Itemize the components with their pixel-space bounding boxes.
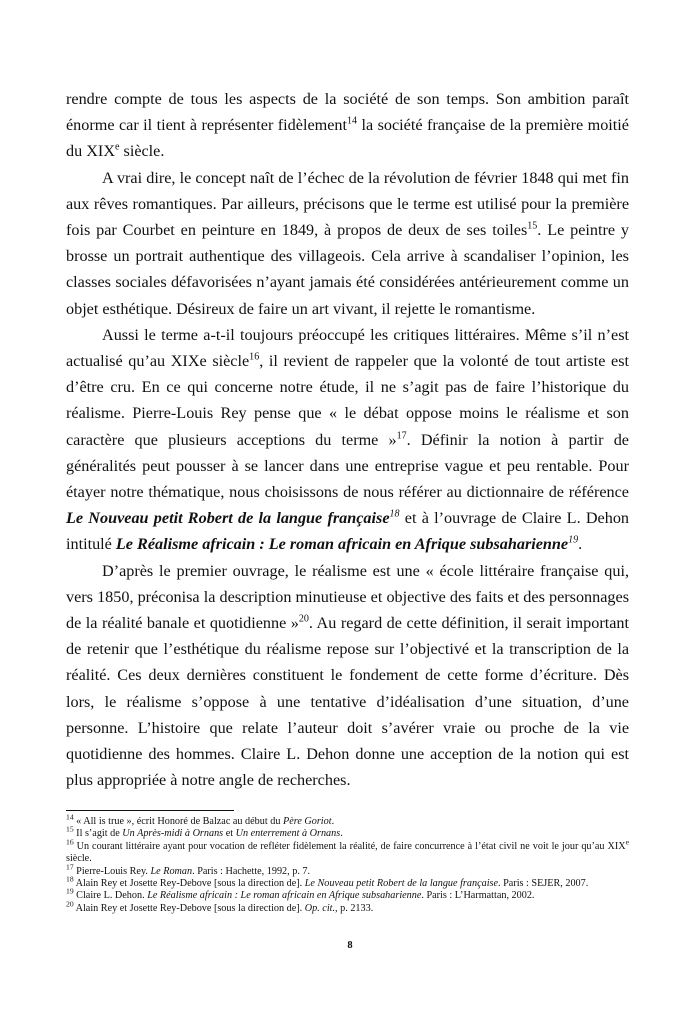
footnote-number: 16 (66, 837, 74, 847)
footnote-number: 19 (66, 887, 74, 897)
paragraph-3 (66, 322, 629, 558)
footnote-text: siècle. (66, 853, 92, 865)
footnote-text: Alain Rey et Josette Rey-Debove [sous la direction de]. (73, 902, 305, 914)
body-text (66, 86, 629, 793)
footnote-ref-17[interactable]: 17 (396, 430, 407, 442)
footnote-title: Le Réalisme africain : Le roman africain en Afrique subsaharienne (147, 890, 422, 902)
footnote-ref-15[interactable]: 15 (527, 220, 538, 232)
footnote-16 (66, 837, 629, 866)
footnote-14 (66, 812, 629, 828)
footnote-title: Le Nouveau petit Robert de la langue française (304, 878, 499, 890)
footnote-number: 17 (66, 862, 74, 872)
footnote-19 (66, 887, 629, 902)
footnote-15 (66, 825, 629, 840)
paragraph-text: rendre compte de tous les aspects de la société de son temps. Son ambition paraît énorme car il tient à représenter fidèlement (66, 90, 629, 135)
footnote-text: « All is true », écrit Honoré de Balzac au début du (73, 816, 283, 827)
footnote-text: Pierre-Louis Rey. (73, 865, 151, 877)
paragraph-text: la société française de la première moitié du XIX (66, 116, 629, 161)
paragraph-text: . Au regard de cette définition, il serait important de retenir que l’esthétique du réalisme repose sur l’objectivé et la transcription de la réalité. Ces deux dernières constituent le fondement de cette forme d’écriture. Dès lors, le réalisme s’oppose à une tentative d’idéalisation d’une situation, d’une personne. L’histoire que relate l’auteur doit s’avérer vraie ou proche de la vie quotidienne des hommes. Claire L. Dehon donne une acception de la notion qui est plus appropriée à notre angle de recherches. (66, 614, 629, 790)
footnote-ref-18[interactable]: 18 (389, 508, 400, 520)
footnote-17 (66, 862, 629, 878)
footnote-ref-16[interactable]: 16 (249, 351, 260, 363)
footnote-18 (66, 874, 629, 890)
footnote-text: . Paris : L’Harmattan, 2002. (421, 890, 535, 902)
footnote-text: Un courant littéraire ayant pour vocation de refléter fidèlement la réalité, de faire concurrence à l’état civil ne voit le jour qu’au XIX (73, 840, 626, 852)
paragraph-text: , il revient de rappeler que la volonté de tout artiste est d’être cru. En ce qui concerne notre étude, il ne s’agit pas de faire l’historique du réalisme. Pierre-Louis Rey pense que « le débat oppose moins le réalisme et son caractère que plusieurs acceptions du terme » (66, 352, 629, 449)
footnote-text: . (340, 828, 343, 840)
footnote-text: . (331, 816, 335, 827)
footnote-number: 15 (66, 825, 74, 835)
footnote-text: Alain Rey et Josette Rey-Debove [sous la direction de]. (73, 878, 305, 890)
footnote-text: et (223, 828, 236, 840)
paragraph-text: . Le peintre y brosse un portrait authentique des villageois. Cela arrive à scandaliser l’opinion, les classes sociales défavorisées n’ayant jamais été considérées antérieurement comme un objet esthétique. Désireux de faire un art vivant, il rejette le romantisme. (66, 221, 629, 318)
footnote-title: Un Après-midi à Ornans (122, 828, 224, 840)
footnote-separator (66, 810, 234, 811)
paragraph-1 (66, 86, 629, 165)
paragraph-text: Aussi le terme a-t-il toujours préoccupé les critiques littéraires. Même s’il n’est actualisé qu’au XIXe siècle (66, 325, 629, 371)
paragraph-text: . (578, 535, 583, 554)
paragraph-text: siècle. (119, 142, 165, 161)
footnote-ref-14[interactable]: 14 (347, 115, 358, 127)
superscript-e: e (625, 837, 629, 847)
paragraph-text: A vrai dire, le concept naît de l’échec de la révolution de février 1848 qui met fin aux rêves romantiques. Par ailleurs, précisons que le terme est utilisé pour la première fois par Courbet en peinture en 1849, à propos de deux de ses toiles (66, 168, 629, 240)
footnote-ref-20[interactable]: 20 (298, 613, 309, 625)
footnote-title: Père Goriot (282, 816, 332, 827)
footnote-title: Op. cit. (304, 902, 336, 914)
footnote-text: Il s’agit de (73, 828, 123, 840)
footnote-text: . Paris : SEJER, 2007. (498, 878, 589, 890)
paragraph-text: et à l’ouvrage de Claire L. Dehon intitulé (66, 509, 630, 554)
footnote-title: Un enterrement à Ornans (235, 828, 341, 840)
superscript-e: e (115, 142, 120, 154)
footnote-number: 20 (66, 899, 74, 909)
footnote-text: Claire L. Dehon. (73, 890, 148, 902)
footnote-20 (66, 899, 629, 915)
paragraph-2 (66, 165, 629, 322)
book-title-dehon: Le Réalisme africain : Le roman africain en Afrique subsaharienne (115, 535, 569, 554)
paragraph-text: . Définir la notion à partir de généralités peut pousser à se lancer dans une entreprise vague et peu rentable. Pour étayer notre thématique, nous choisissons de nous référer au dictionnaire de référence (66, 430, 629, 502)
paragraph-text: D’après le premier ouvrage, le réalisme est une « école littéraire française qui, vers 1850, préconisa la description minutieuse et objective des faits et des personnages de la réalité banale et quotidienne » (66, 561, 629, 633)
footnote-number: 14 (66, 812, 74, 822)
footnote-title: Le Roman (150, 865, 193, 877)
footnote-ref-19[interactable]: 19 (568, 535, 579, 547)
footnote-text: . Paris : Hachette, 1992, p. 7. (192, 865, 311, 877)
page-number: 8 (347, 940, 353, 951)
footnote-number: 18 (66, 874, 74, 884)
footnotes (66, 812, 629, 915)
book-title-robert: Le Nouveau petit Robert de la langue française (66, 509, 390, 528)
footnote-text: , p. 2133. (335, 902, 374, 914)
paragraph-4 (66, 558, 629, 794)
